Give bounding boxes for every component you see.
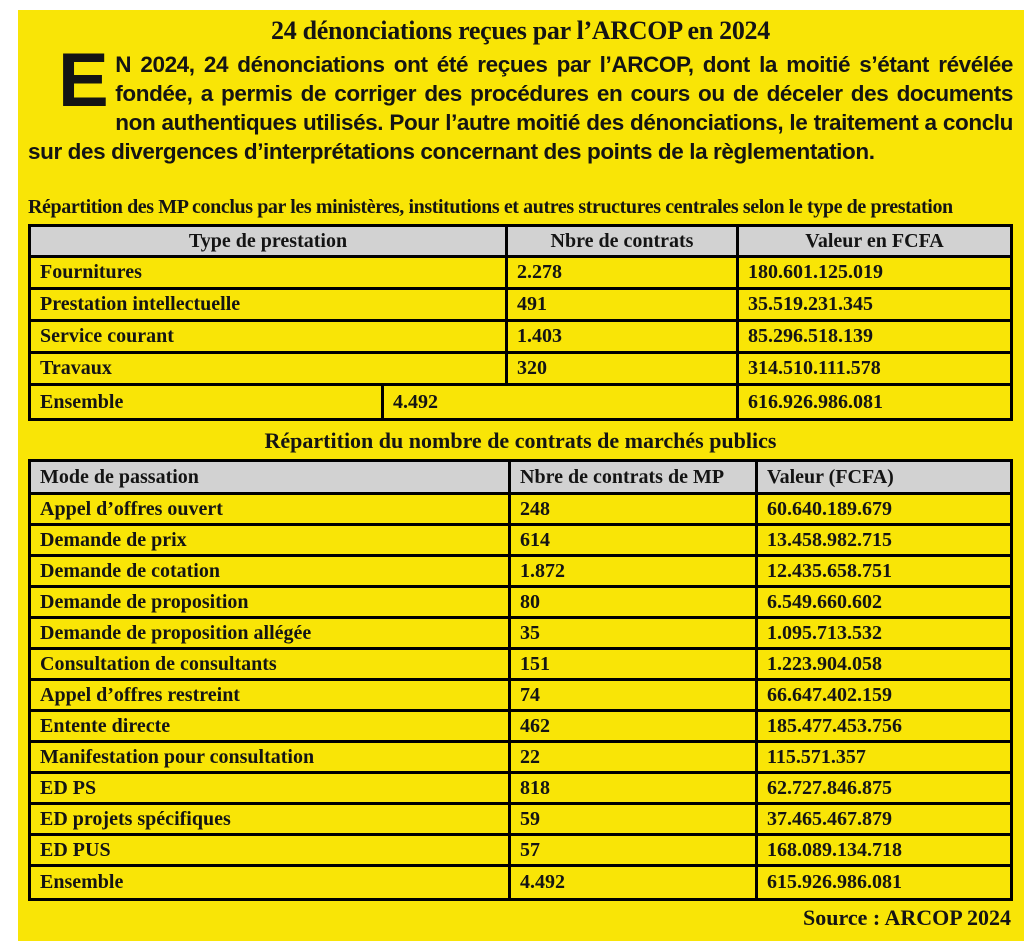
table-row: [31, 322, 1010, 354]
table-row: [31, 805, 1010, 836]
table-cell: Manifestation pour consultation: [31, 743, 511, 771]
table-row: [31, 588, 1010, 619]
table-row: [31, 743, 1010, 774]
column-header: Mode de passation: [31, 462, 511, 492]
table-row: [31, 681, 1010, 712]
table-cell: ED PS: [31, 774, 511, 802]
table-row: [31, 712, 1010, 743]
table-cell: 320: [508, 354, 739, 383]
table-row: [31, 774, 1010, 805]
table-cell: Demande de cotation: [31, 557, 511, 585]
table-cell: Fournitures: [31, 258, 508, 287]
table-cell: 35.519.231.345: [748, 293, 873, 315]
table-cell: 57: [511, 836, 758, 864]
source-credit: Source : ARCOP 2024: [803, 905, 1011, 930]
table-cell: Demande de prix: [31, 526, 511, 554]
table-row: [31, 495, 1010, 526]
passation-table-caption: Répartition du nombre de contrats de marchés publics: [264, 428, 777, 453]
table-cell: Prestation intellectuelle: [31, 290, 508, 319]
table-cell: 614: [511, 526, 758, 554]
intro-paragraph: [28, 38, 1013, 166]
passation-table: [28, 459, 1013, 901]
dropcap-letter: E: [58, 38, 109, 123]
table-cell: Appel d’offres restreint: [31, 681, 511, 709]
table-cell: Demande de proposition: [31, 588, 511, 616]
page-title: 24 dénonciations reçues par l’ARCOP en 2024: [271, 16, 770, 45]
table-cell: ED projets spécifiques: [31, 805, 511, 833]
total-label: Ensemble: [31, 867, 511, 898]
table-cell: 12.435.658.751: [767, 559, 892, 582]
table-cell: 66.647.402.159: [767, 683, 892, 706]
table-cell: 1.872: [511, 557, 758, 585]
table-cell: 1.403: [508, 322, 739, 351]
table-row: [31, 619, 1010, 650]
total-value: 616.926.986.081: [748, 390, 883, 413]
table-cell: 74: [511, 681, 758, 709]
intro-text: N 2024, 24 dénonciations ont été reçues par l’ARCOP, dont la moitié s’étant révélée fondée, a permis de corriger des procédures en cours ou de déceler des documents non authentiques utilisés. Pour l’autre moitié des dénonciations, le traitement a conclu sur des divergences d’interprétations concernant des points de la règlementation.: [28, 52, 1013, 164]
table-row: [31, 650, 1010, 681]
total-label: Ensemble: [31, 386, 384, 418]
column-header: Valeur en FCFA: [805, 229, 944, 252]
table-cell: 1.095.713.532: [767, 621, 882, 644]
table-cell: 180.601.125.019: [748, 261, 883, 283]
table-cell: Consultation de consultants: [31, 650, 511, 678]
table-row: [31, 290, 1010, 322]
table-cell: 1.223.904.058: [767, 652, 882, 675]
prestation-table-caption: Répartition des MP conclus par les ministères, institutions et autres structures centrales selon le type de prestation: [28, 196, 953, 218]
total-count: 4.492: [511, 867, 758, 898]
table-cell: 6.549.660.602: [767, 590, 882, 613]
table-cell: 59: [511, 805, 758, 833]
column-header: Type de prestation: [31, 227, 508, 255]
table-row: [31, 526, 1010, 557]
prestation-table: [28, 224, 1013, 421]
table-cell: 35: [511, 619, 758, 647]
table-cell: 80: [511, 588, 758, 616]
table-cell: 62.727.846.875: [767, 776, 892, 799]
column-header: Nbre de contrats de MP: [511, 462, 758, 492]
table-cell: 248: [511, 495, 758, 523]
table-cell: 60.640.189.679: [767, 497, 892, 520]
table-cell: 491: [508, 290, 739, 319]
table-cell: ED PUS: [31, 836, 511, 864]
passation-header-row: [31, 462, 1010, 495]
table-cell: 2.278: [508, 258, 739, 287]
passation-table-body: [31, 495, 1010, 867]
table-cell: Appel d’offres ouvert: [31, 495, 511, 523]
table-cell: Demande de proposition allégée: [31, 619, 511, 647]
total-value: 615.926.986.081: [767, 871, 902, 893]
table-cell: 115.571.357: [767, 745, 866, 768]
table-cell: 151: [511, 650, 758, 678]
yellow-panel: [18, 10, 1024, 941]
total-count: 4.492: [384, 386, 739, 418]
passation-total-row: [31, 867, 1010, 898]
column-header: Nbre de contrats: [508, 227, 739, 255]
table-cell: 85.296.518.139: [748, 325, 873, 347]
prestation-header-row: [31, 227, 1010, 258]
table-cell: 314.510.111.578: [748, 357, 881, 379]
table-cell: 37.465.467.879: [767, 807, 892, 830]
table-cell: 168.089.134.718: [767, 838, 902, 861]
table-cell: 22: [511, 743, 758, 771]
prestation-total-row: [31, 386, 1010, 418]
table-cell: Travaux: [31, 354, 508, 383]
table-cell: 185.477.453.756: [767, 714, 902, 737]
table-cell: Entente directe: [31, 712, 511, 740]
table-cell: 462: [511, 712, 758, 740]
table-cell: Service courant: [31, 322, 508, 351]
table-row: [31, 258, 1010, 290]
table-cell: 818: [511, 774, 758, 802]
table-row: [31, 836, 1010, 867]
table-row: [31, 557, 1010, 588]
column-header: Valeur (FCFA): [767, 465, 894, 488]
table-row: [31, 354, 1010, 386]
table-cell: 13.458.982.715: [767, 528, 892, 551]
prestation-table-body: [31, 258, 1010, 386]
